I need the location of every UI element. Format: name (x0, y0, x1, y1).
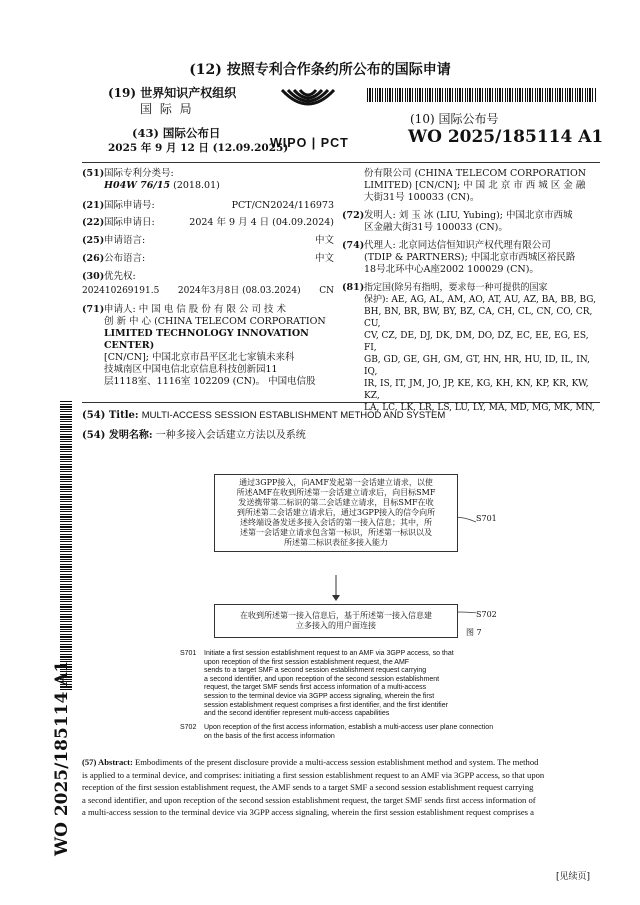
flow-step-label-s702: S702 (476, 610, 497, 619)
side-barcode (60, 400, 72, 690)
caption-s701-text: Initiate a first session establishment request to an AMF via 3GPP access, so that upon reception of the first session establishment request, the AMF sends to a target SMF a second session establishment request carrying a second identifier, and upon reception of the second session establishment request, the target SMF sends first access information of a multi-access session to the terminal device via 3GPP access signaling, wherein the first session establishment request comprises a first identifier, and the first identifier and the second identifier represent multi-access capabilities (204, 650, 454, 718)
org-bureau: 国 际 局 (140, 102, 194, 116)
pubdate-label: (43) 国际公布日 (132, 126, 221, 140)
wipo-logo-icon (268, 84, 348, 128)
wipo-pct-logo-text: WIPO | PCT (270, 136, 349, 150)
field-26: (26)公布语言: 中文 (82, 253, 334, 264)
biblio-left (82, 168, 334, 388)
field-74: (74) 代理人: 北京同达信恒知识产权代理有限公司 (TDIP & PARTNERS); 中国北京市西城区裕民路 18号北环中心A座2002 100029 (CN)。 (342, 240, 576, 275)
field-21: (21)国际申请号: PCT/CN2024/116973 (82, 200, 334, 211)
pubno-value: WO 2025/185114 A1 (408, 127, 604, 147)
flow-arrow-head-icon (332, 595, 340, 601)
field-22: (22)国际申请日: 2024 年 9 月 4 日 (04.09.2024) (82, 217, 334, 228)
flow-step-label-s701: S701 (476, 514, 497, 523)
document-title: (12) 按照专利合作条约所公布的国际申请 (189, 62, 451, 78)
header-barcode (367, 88, 597, 102)
abstract: (57) Abstract: Embodiments of the present disclosure provide a multi-access session establishment method and system. The method is applied to a terminal device, and comprises: initiating a first session establishment request to an AMF via 3GPP access, so that upon reception of the first session establishment request, the AMF sends to a target SMF a second session establishment request carrying a second identifier, and upon reception of the second session establishment request, the target SMF sends first access information of a multi-access session to the terminal device via 3GPP access signaling, wherein the first session establishment request comprises a (82, 757, 545, 818)
flow-step-box-s701: 通过3GPP接入，向AMF发起第一会话建立请求，以使 所述AMF在收到所述第一会话建立请求后，向目标SMF 发送携带第二标识的第二会话建立请求，目标SMF在收 到所述第二会话建立请求后，通过3GPP接入的信令向所 述终端设备发送多接入会话的第一接入信息；其中，所 述第一会话建立请求包含第一标识，所述第一标识以及 所述第二标识表征多接入能力 (214, 474, 458, 552)
field-71: (71) 申请人: 中 国 电 信 股 份 有 限 公 司 技 术 创 新 中 心 (CHINA TELECOM CORPORATION LIMITED TECHNOLOGY INNOVATION CENTER) [CN/CN]; 中国北京市昌平区北七家镇未来科 技城南区中国电信北京信息科技创新园11 层1118室、1116室 102209 (CN)。 中国电信股 (82, 303, 326, 387)
pubdate-value: 2025 年 9 月 12 日 (12.09.2025) (108, 142, 289, 154)
side-pubno: WO 2025/185114 A1 (52, 660, 72, 856)
title-english: (54) Title: MULTI-ACCESS SESSION ESTABLISHMENT METHOD AND SYSTEM (82, 410, 446, 421)
caption-s701-step: S701 (180, 650, 197, 657)
field-81: (81) 指定国(除另有指明，要求每一种可提供的国家 保护): AE, AG, AL, AM, AO, AT, AU, AZ, BA, BB, BG, BH, BN, BR, BW, BY, BZ, CA, CH, CL, CN, CO, CR, CU, CV, CZ, DE, DJ, DK, DM, DO, DZ, EC, EE, EG, ES, FI, GB, GD, GE, GH, GM, GT, HN, HR, HU, ID, IL, IN, IQ, IR, IS, IT, JM, JO, JP, KE, KG, KH, KN, KP, KR, KW, KZ, LA, LC, LK, LR, LS, LU, LY, MA, MD, MG, MK, MN, (342, 282, 596, 413)
caption-s702-text: Upon reception of the first access information, establish a multi-access user plane connection on the basis of the first access information (204, 724, 494, 740)
pubno-label: (10) 国际公布号 (410, 112, 499, 126)
field-25: (25)申请语言: 中文 (82, 235, 334, 246)
figure-label: 图 7 (466, 628, 482, 637)
priority-row: 202410269191.5 2024年3月8日 (08.03.2024) CN (82, 286, 334, 296)
caption-s702-step: S702 (180, 724, 197, 731)
field-30: (30)优先权: (82, 271, 136, 282)
flow-step-box-s702: 在收到所述第一接入信息后，基于所述第一接入信息建 立多接入的用户面连接 (214, 604, 458, 638)
continue-mark: [见续页] (556, 872, 591, 882)
org-name: (19) 世界知识产权组织 (108, 86, 237, 100)
applicant-continued: 份有限公司 (CHINA TELECOM CORPORATION LIMITED) [CN/CN]; 中 国 北 京 市 西 城 区 金 融 大街31号 100033 (CN)。 (364, 168, 587, 203)
field-72: (72) 发明人: 刘 玉 冰 (LIU, Yubing); 中国北京市西城 区金融大街31号 100033 (CN)。 (342, 210, 573, 233)
title-chinese: (54) 发明名称: 一种多接入会话建立方法以及系统 (82, 430, 306, 441)
biblio-right (342, 168, 600, 414)
biblio-divider (82, 402, 600, 403)
field-51: (51)国际专利分类号: H04W 76/15 (2018.01) (82, 168, 220, 191)
header-divider (82, 162, 600, 163)
